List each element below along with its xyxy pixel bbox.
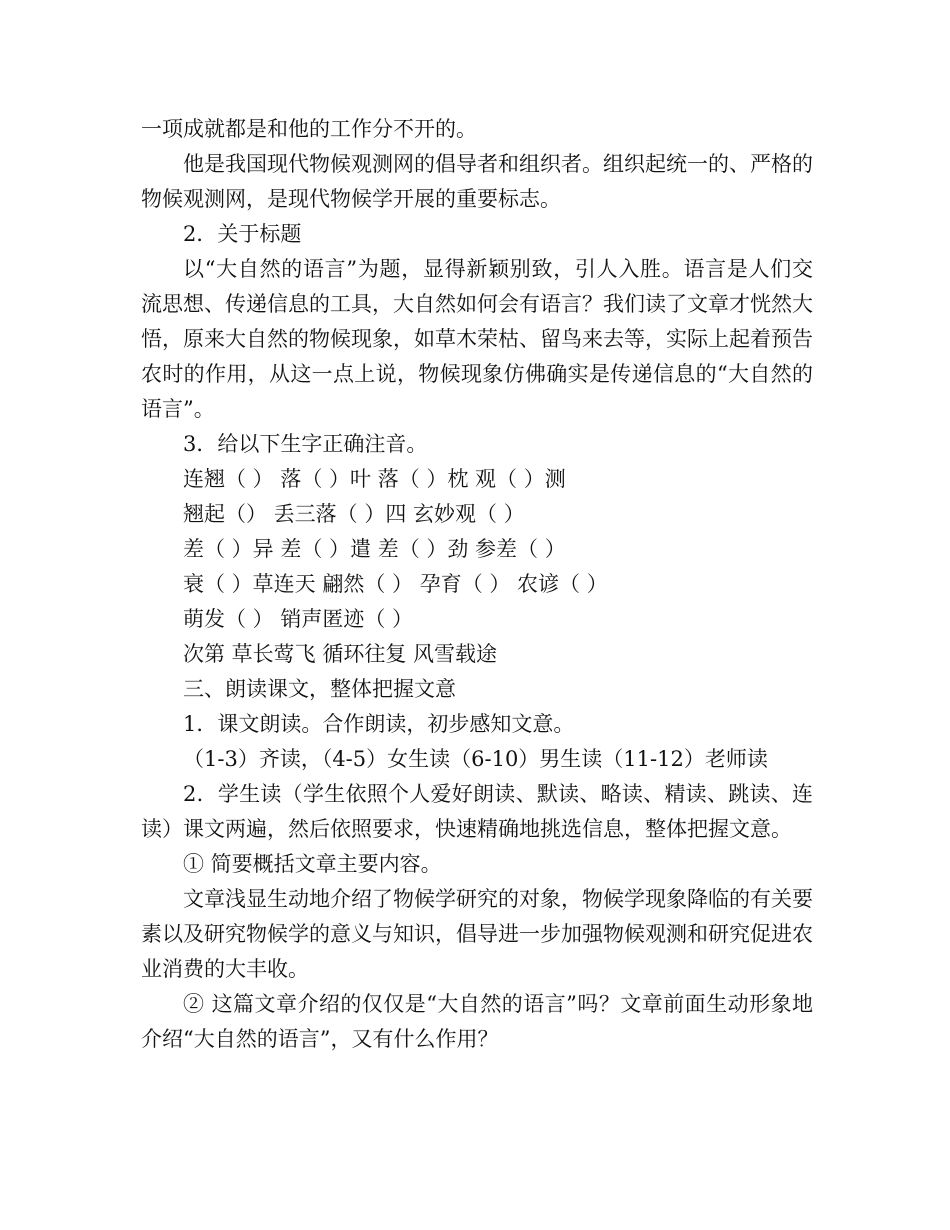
pronunciation-line-3: 差（ ）异 差（ ）遣 差（ ）劲 参差（ ） [183, 537, 566, 561]
question-1: ① 简要概括文章主要内容。 [183, 852, 442, 876]
reading-step-1: 1．课文朗读。合作朗读，初步感知文意。 [183, 712, 575, 736]
pronunciation-line-1: 连翘（ ） 落（ ）叶 落（ ）枕 观（ ）测 [183, 467, 566, 491]
section-heading-title: 2．关于标题 [183, 222, 302, 246]
reading-assignment: （1-3）齐读，（4-5）女生读（6-10）男生读（11-12）老师读 [183, 747, 768, 771]
pronunciation-line-5: 萌发（ ） 销声匿迹（ ） [183, 607, 414, 631]
paragraph-title-explanation: 以“大自然的语言”为题，显得新颖别致，引人入胜。语言是人们交流思想、传递信息的工具，大自然如何会有语言？我们读了文章才恍然大悟，原来大自然的物候现象，如草木荣枯、留鸟来去等，实际上起着预告农时的作用，从这一点上说，物候现象仿佛确实是传递信息的“大自然的语言”。 [141, 257, 813, 421]
section-heading-pronunciation: 3．给以下生字正确注音。 [183, 432, 428, 456]
section-heading-reading: 三、朗读课文，整体把握文意 [183, 677, 456, 701]
pronunciation-line-4: 衰（ ）草连天 翩然（ ） 孕育（ ） 农谚（ ） [183, 572, 608, 596]
reading-step-2: 2．学生读（学生依照个人爱好朗读、默读、略读、精读、跳读、连读）课文两遍，然后依照要求，快速精确地挑选信息，整体把握文意。 [141, 782, 813, 841]
vocabulary-line: 次第 草长莺飞 循环往复 风雪载途 [183, 642, 498, 666]
answer-1: 文章浅显生动地介绍了物候学研究的对象，物候学现象降临的有关要素以及研究物候学的意义与知识，倡导进一步加强物候观测和研究促进农业消费的大丰收。 [141, 887, 813, 981]
pronunciation-line-2: 翘起（） 丢三落（ ）四 玄妙观（ ） [183, 502, 525, 526]
paragraph-continuation: 一项成就都是和他的工作分不开的。 [141, 117, 477, 141]
paragraph-observation-network: 他是我国现代物候观测网的倡导者和组织者。组织起统一的、严格的物候观测网，是现代物候学开展的重要标志。 [141, 152, 813, 211]
question-2: ② 这篇文章介绍的仅仅是“大自然的语言”吗？文章前面生动形象地介绍“大自然的语言”，又有什么作用？ [141, 992, 813, 1051]
document-body [141, 112, 813, 1057]
